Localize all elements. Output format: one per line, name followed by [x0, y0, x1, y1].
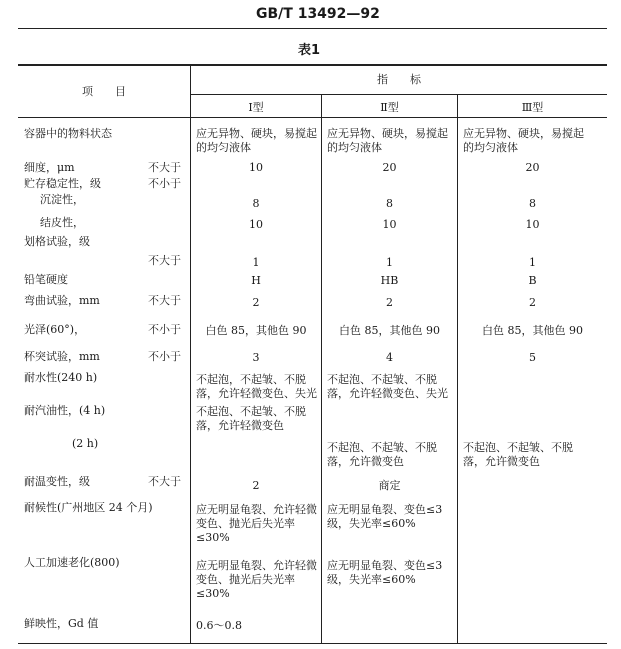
- cell-state-type3: 应无异物、硬块，易搅起的均匀液体: [463, 127, 584, 154]
- row-label-settling: 沉淀性，: [40, 193, 84, 206]
- cell-settling-type3: 8: [529, 197, 536, 210]
- cell-skinning-type1: 10: [249, 218, 263, 231]
- cell-cupping-type3: 5: [529, 351, 536, 364]
- cell-settling-type1: 8: [252, 197, 260, 210]
- row-qual-fineness: 不大于: [148, 161, 181, 174]
- head-type-1: Ⅰ型: [248, 101, 264, 114]
- head-type-2: Ⅱ型: [380, 101, 399, 114]
- row-qual-bending: 不大于: [148, 294, 181, 307]
- row-qual-cupping: 不小于: [148, 350, 181, 363]
- cell-gloss-type1: 白色 85，其他色 90: [205, 324, 307, 337]
- head-indicator: 指 标: [377, 73, 421, 86]
- cell-petrol-2h-type2: 不起泡、不起皱、不脱落，允许微变色: [327, 441, 437, 468]
- cell-pencil-type3: B: [528, 274, 537, 287]
- cell-cupping-type1: 3: [252, 351, 260, 364]
- cell-pencil-type1: H: [251, 274, 261, 287]
- cell-cupping-type2: 4: [386, 351, 393, 364]
- cell-aging-type1: 应无明显龟裂、允许轻微变色、抛光后失光率≤30%: [196, 559, 317, 600]
- cell-thermal-type2: 商定: [378, 479, 401, 492]
- row-label-state: 容器中的物料状态: [24, 127, 112, 140]
- cell-bending-type3: 2: [529, 296, 536, 309]
- cell-crosshatch-type3: 1: [529, 256, 536, 269]
- row-label-petrol-4h: 耐汽油性，(4 h): [24, 404, 106, 417]
- row-label-fineness: 细度，μm: [24, 161, 75, 174]
- head-type-3: Ⅲ型: [521, 101, 544, 114]
- cell-gloss-type3: 白色 85，其他色 90: [482, 324, 583, 337]
- cell-thermal-type1: 2: [252, 479, 260, 492]
- row-label-aging: 人工加速老化(800): [24, 556, 120, 569]
- row-label-thermal: 耐温变性，级: [24, 475, 90, 488]
- header-rule: [18, 28, 607, 29]
- row-label-skinning: 结皮性，: [40, 216, 84, 229]
- row-qual-storage: 不小于: [148, 177, 181, 190]
- cell-fineness-type3: 20: [525, 161, 540, 174]
- row-label-gloss: 光泽(60°)，: [24, 323, 86, 336]
- cell-vividness-type1: 0.6～0.8: [196, 619, 242, 632]
- cell-state-type2: 应无异物、硬块，易搅起的均匀液体: [327, 127, 448, 154]
- row-qual-crosshatch: 不大于: [148, 254, 181, 267]
- row-label-vividness: 鲜映性，Gd 值: [24, 617, 99, 630]
- table-top-rule: [18, 64, 607, 66]
- row-label-water: 耐水性(240 h): [24, 371, 98, 384]
- cell-crosshatch-type2: 1: [386, 256, 393, 269]
- table-caption: 表1: [298, 43, 321, 58]
- cell-weather-type2: 应无明显龟裂、变色≤3级，失光率≤60%: [327, 503, 443, 530]
- cell-aging-type2: 应无明显龟裂、变色≤3级，失光率≤60%: [327, 559, 443, 586]
- row-qual-thermal: 不大于: [148, 475, 181, 488]
- cell-skinning-type2: 10: [382, 218, 397, 231]
- row-label-crosshatch: 划格试验，级: [24, 235, 90, 248]
- row-label-cupping: 杯突试验，mm: [24, 350, 100, 363]
- row-label-storage: 贮存稳定性，级: [24, 177, 101, 190]
- cell-petrol-2h-type3: 不起泡、不起皱、不脱落，允许微变色: [463, 441, 573, 468]
- cell-crosshatch-type1: 1: [252, 256, 260, 269]
- cell-petrol-4h-type1: 不起泡、不起皱、不脱落，允许轻微变色: [196, 405, 306, 432]
- cell-state-type1: 应无异物、硬块，易搅起的均匀液体: [196, 127, 317, 154]
- row-qual-gloss: 不小于: [148, 323, 181, 336]
- row-label-petrol-2h: (2 h): [72, 437, 99, 450]
- row-label-bending: 弯曲试验，mm: [24, 294, 100, 307]
- cell-bending-type2: 2: [386, 296, 393, 309]
- table-bottom-rule: [18, 643, 607, 644]
- cell-pencil-type2: HB: [380, 274, 399, 287]
- row-label-pencil: 铅笔硬度: [24, 273, 68, 286]
- cell-water-type2: 不起泡、不起皱、不脱落，允许轻微变色、失光: [327, 373, 448, 400]
- head-bottom-rule: [18, 117, 607, 118]
- row-label-weather: 耐候性(广州地区 24 个月): [24, 501, 153, 514]
- cell-settling-type2: 8: [386, 197, 393, 210]
- cell-fineness-type2: 20: [382, 161, 397, 174]
- cell-weather-type1: 应无明显龟裂、允许轻微变色、抛光后失光率≤30%: [196, 503, 317, 544]
- cell-bending-type1: 2: [252, 296, 260, 309]
- head-item: 项 目: [82, 85, 126, 98]
- cell-water-type1: 不起泡，不起皱、不脱落，允许轻微变色、失光: [196, 373, 317, 400]
- col-divider-3: [457, 95, 458, 644]
- standard-number: GB/T 13492—92: [256, 6, 380, 22]
- cell-fineness-type1: 10: [249, 161, 263, 174]
- cell-gloss-type2: 白色 85，其他色 90: [339, 324, 440, 337]
- indicator-rule: [191, 94, 607, 95]
- cell-skinning-type3: 10: [525, 218, 540, 231]
